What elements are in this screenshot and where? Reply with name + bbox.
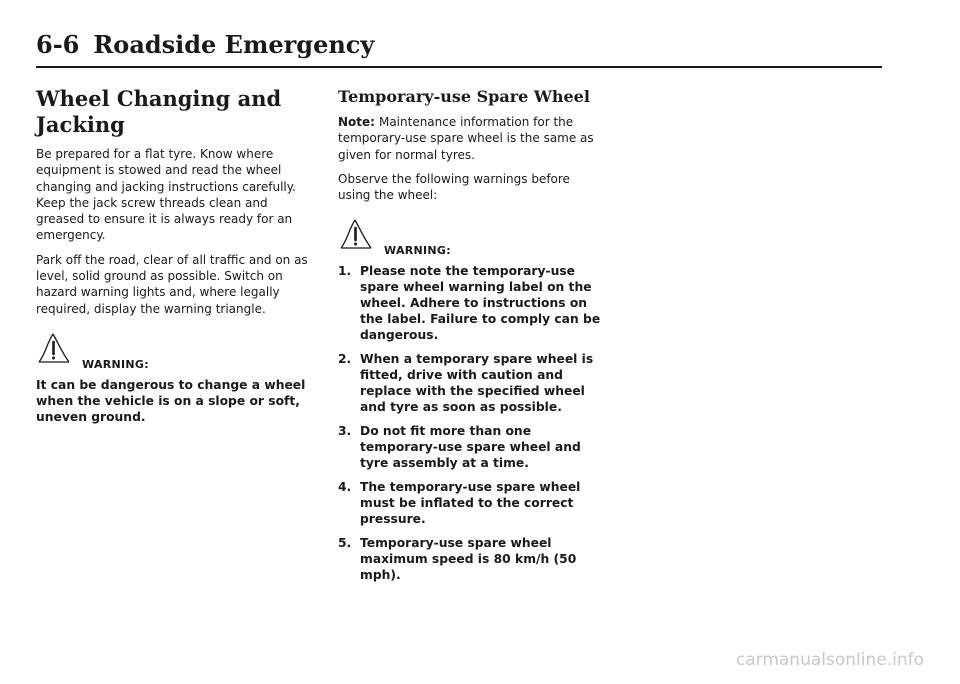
- right-column: [338, 86, 604, 591]
- item-number: 4.: [338, 480, 352, 495]
- item-text: The temporary-use spare wheel must be inflated to the correct pressure.: [360, 480, 581, 527]
- list-item: [338, 423, 604, 471]
- warning-label: WARNING:: [82, 357, 149, 371]
- warning-icon: [340, 217, 372, 253]
- warning-label: WARNING:: [384, 244, 451, 258]
- item-number: 1.: [338, 264, 352, 279]
- item-number: 3.: [338, 424, 352, 439]
- item-text: Do not fit more than one temporary-use spare wheel and tyre assembly at a time.: [360, 424, 581, 471]
- header-rule: [36, 66, 882, 68]
- note-text: Maintenance information for the temporary-use spare wheel is the same as given for normal tyres.: [338, 115, 594, 162]
- left-column: [36, 86, 312, 425]
- section-title-spare-wheel: Temporary-use Spare Wheel: [338, 87, 590, 106]
- list-item: [338, 479, 604, 527]
- paragraph-flat-tyre: Be prepared for a flat tyre. Know where equipment is stowed and read the wheel changing and jacking instructions carefully. Keep the jack screw threads clean and greased to ensure it is always ready for an emergency.: [36, 147, 296, 243]
- watermark: carmanualsonline.info: [735, 650, 924, 670]
- paragraph-park-off-road: Park off the road, clear of all traffic and on as level, solid ground as possible. Switch on hazard warning lights and, where legally required, display the warning triangle.: [36, 252, 308, 316]
- warning-icon: [38, 331, 70, 367]
- section-title-wheel-changing: Wheel Changing and Jacking: [36, 86, 282, 137]
- warning-heading: [338, 217, 604, 257]
- page-number: 6-6: [36, 30, 80, 59]
- item-text: Please note the temporary-use spare wheel warning label on the wheel. Adhere to instructions on the label. Failure to comply can be dangerous.: [360, 264, 601, 343]
- item-number: 5.: [338, 536, 352, 551]
- intro-paragraph: Observe the following warnings before using the wheel:: [338, 171, 570, 203]
- warning-text: It can be dangerous to change a wheel when the vehicle is on a slope or soft, uneven ground.: [36, 377, 306, 424]
- note-label: Note:: [338, 115, 375, 129]
- page-title: Roadside Emergency: [93, 30, 375, 59]
- list-item: [338, 351, 604, 415]
- warning-heading: [36, 331, 312, 371]
- warning-list: [338, 263, 604, 583]
- page-header: [36, 30, 374, 60]
- item-text: When a temporary spare wheel is fitted, drive with caution and replace with the specified wheel and tyre as soon as possible.: [360, 352, 594, 415]
- list-item: [338, 535, 604, 583]
- item-number: 2.: [338, 352, 352, 367]
- list-item: [338, 263, 604, 343]
- note-paragraph: [338, 114, 604, 163]
- item-text: Temporary-use spare wheel maximum speed is 80 km/h (50 mph).: [360, 536, 577, 583]
